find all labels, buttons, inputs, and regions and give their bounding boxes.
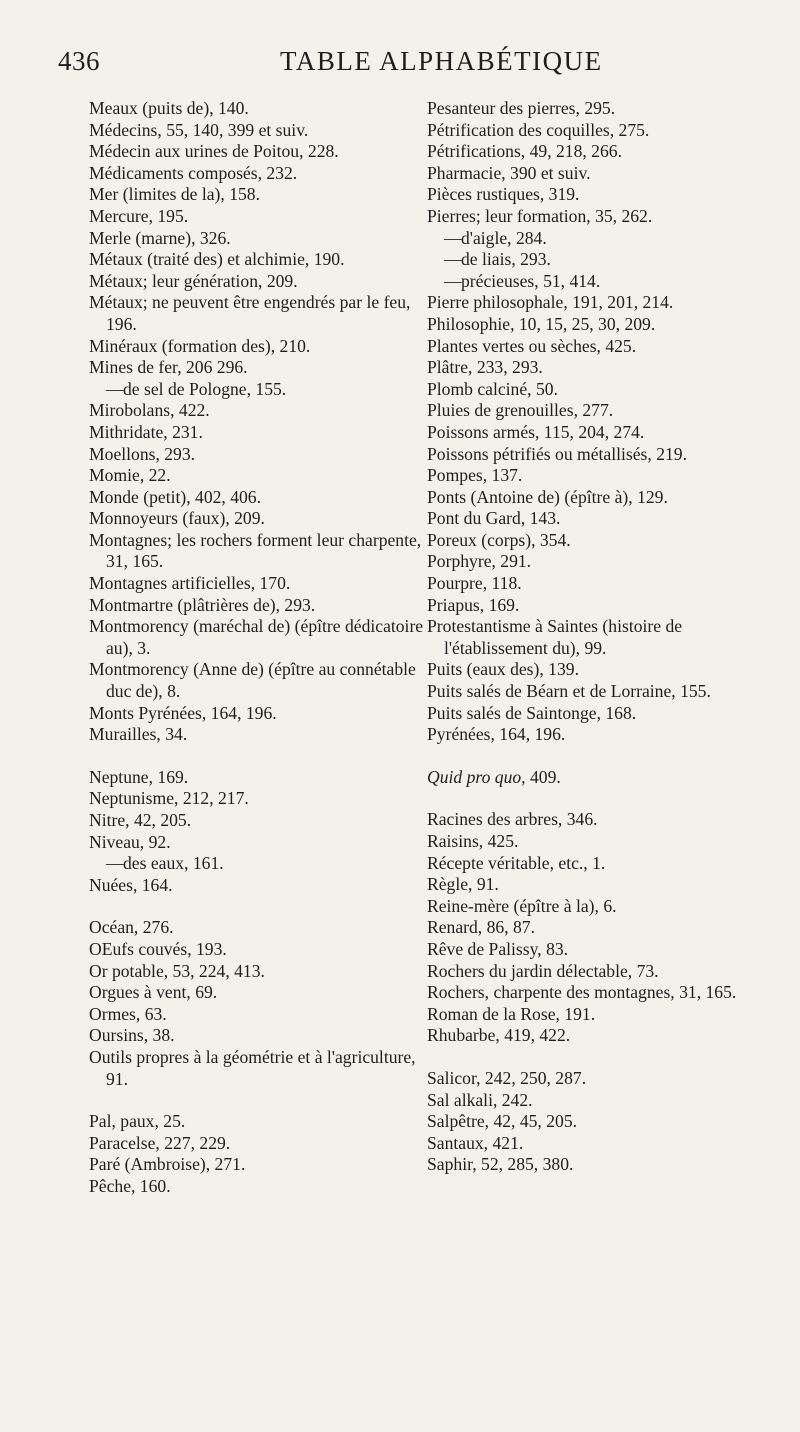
index-entry-text: Rhubarbe, 419, 422. — [427, 1025, 571, 1046]
index-entry — [427, 98, 765, 120]
index-entry — [427, 379, 765, 401]
index-entry-text: Puits salés de Saintonge, 168. — [427, 702, 637, 723]
index-section — [89, 1111, 427, 1197]
index-section — [427, 809, 765, 1047]
index-entry-text: Montagnes; les rochers forment leur charpente, 31, 165. — [89, 529, 422, 572]
index-entry-text: Pétrification des coquilles, 275. — [427, 119, 650, 140]
index-entry — [427, 336, 765, 358]
index-entry — [89, 1133, 427, 1155]
index-entry-text: Puits (eaux des), 139. — [427, 659, 579, 680]
index-entry — [427, 917, 765, 939]
index-entry-text: Rochers, charpente des montagnes, 31, 165. — [427, 982, 737, 1003]
index-entry — [89, 1111, 427, 1133]
index-entry-text: Murailles, 34. — [89, 724, 188, 745]
index-entry-text: de liais, 293. — [461, 249, 551, 270]
index-entry-text: Ponts (Antoine de) (épître à), 129. — [427, 486, 668, 507]
index-entry — [89, 141, 427, 163]
index-entry — [89, 659, 427, 702]
index-entry-text: Priapus, 169. — [427, 594, 520, 615]
index-entry-text: Monnoyeurs (faux), 209. — [89, 508, 265, 529]
index-entry — [89, 336, 427, 358]
index-entry-text: Merle (marne), 326. — [89, 227, 231, 248]
index-entry — [89, 875, 427, 897]
index-section — [427, 767, 765, 789]
index-entry — [427, 228, 765, 250]
index-entry — [89, 767, 427, 789]
index-entry — [89, 573, 427, 595]
index-entry — [89, 422, 427, 444]
index-entry — [427, 659, 765, 681]
index-entry-text: d'aigle, 284. — [461, 227, 547, 248]
index-entry — [89, 379, 427, 401]
index-entry-text: Monde (petit), 402, 406. — [89, 486, 262, 507]
index-entry — [427, 1025, 765, 1047]
index-entry-text: Moellons, 293. — [89, 443, 196, 464]
index-entry-text: Reine-mère (épître à la), 6. — [427, 895, 617, 916]
index-entry — [427, 681, 765, 703]
index-entry-text: Pierres; leur formation, 35, 262. — [427, 205, 653, 226]
index-entry — [89, 465, 427, 487]
index-entry — [89, 98, 427, 120]
index-entry — [89, 1025, 427, 1047]
index-entry-text: Mithridate, 231. — [89, 421, 203, 442]
index-entry — [427, 530, 765, 552]
index-entry-text: Philosophie, 10, 15, 25, 30, 209. — [427, 313, 656, 334]
index-entry-text: Médecin aux urines de Poitou, 228. — [89, 141, 339, 162]
index-entry-text: Plantes vertes ou sèches, 425. — [427, 335, 637, 356]
index-entry-text: Racines des arbres, 346. — [427, 809, 598, 830]
index-entry — [427, 874, 765, 896]
index-entry — [427, 1004, 765, 1026]
index-entry — [427, 422, 765, 444]
index-entry — [89, 228, 427, 250]
index-entry — [89, 444, 427, 466]
index-entry — [427, 508, 765, 530]
index-entry-text: Neptune, 169. — [89, 766, 189, 787]
index-entry-text: Montmartre (plâtrières de), 293. — [89, 594, 316, 615]
index-entry — [89, 810, 427, 832]
index-entry — [89, 703, 427, 725]
index-entry-text: Montmorency (maréchal de) (épître dédicatoire au), 3. — [89, 616, 424, 658]
index-entry-text: Salpêtre, 42, 45, 205. — [427, 1111, 578, 1132]
index-entry-text: précieuses, 51, 414. — [461, 270, 601, 291]
index-entry-text: Règle, 91. — [427, 874, 499, 895]
index-entry — [89, 616, 427, 659]
index-entry — [427, 465, 765, 487]
index-entry-text: OEufs couvés, 193. — [89, 938, 227, 959]
index-entry-text: Protestantisme à Saintes (histoire de l'établissement du), 99. — [427, 616, 683, 658]
index-entry-text: Métaux; leur génération, 209. — [89, 270, 298, 291]
index-entry-text: des eaux, 161. — [123, 853, 224, 874]
index-entry-text: Pal, paux, 25. — [89, 1111, 186, 1132]
index-entry-text: Mirobolans, 422. — [89, 400, 210, 421]
index-entry — [89, 1154, 427, 1176]
index-entry — [89, 357, 427, 379]
index-entry — [89, 163, 427, 185]
index-entry — [89, 961, 427, 983]
index-entry — [427, 616, 765, 659]
index-entry — [427, 206, 765, 228]
index-entry-text: Montmorency (Anne de) (épître au connétable duc de), 8. — [89, 659, 416, 702]
index-entry-text: Mines de fer, 206 296. — [89, 357, 248, 378]
index-entry-text: Meaux (puits de), 140. — [89, 98, 249, 118]
index-entry-text: Pourpre, 118. — [427, 573, 522, 594]
index-entry — [89, 292, 427, 335]
index-entry — [427, 831, 765, 853]
index-entry-text: Pont du Gard, 143. — [427, 508, 561, 529]
index-entry — [427, 982, 765, 1004]
index-entry — [427, 551, 765, 573]
index-entry — [427, 120, 765, 142]
index-entry-text: Momie, 22. — [89, 465, 171, 486]
index-entry-text: Poissons armés, 115, 204, 274. — [427, 421, 645, 442]
index-entry — [427, 939, 765, 961]
index-entry — [89, 982, 427, 1004]
index-entry-text: Océan, 276. — [89, 917, 174, 938]
index-entry — [89, 184, 427, 206]
index-entry-text: Plomb calciné, 50. — [427, 378, 558, 399]
index-section — [89, 917, 427, 1090]
index-entry-text: Pierre philosophale, 191, 201, 214. — [427, 292, 674, 313]
index-entry — [89, 788, 427, 810]
index-entry — [427, 487, 765, 509]
ditto-dash: — — [444, 249, 462, 270]
index-entry-text: Poissons pétrifiés ou métallisés, 219. — [427, 443, 687, 464]
index-entry-italic: Quid pro quo — [427, 766, 522, 787]
index-entry — [427, 444, 765, 466]
ditto-dash: — — [444, 270, 462, 291]
index-entry-text: Mer (limites de la), 158. — [89, 184, 261, 205]
ditto-dash: — — [444, 227, 462, 248]
index-entry — [427, 1111, 765, 1133]
ditto-dash: — — [106, 378, 124, 399]
index-entry-text: Paré (Ambroise), 271. — [89, 1154, 246, 1175]
index-entry — [427, 573, 765, 595]
index-entry — [427, 1068, 765, 1090]
index-entry — [427, 163, 765, 185]
index-section — [427, 1068, 765, 1176]
index-entry-text: Rochers du jardin délectable, 73. — [427, 960, 659, 981]
index-entry-text: Outils propres à la géométrie et à l'agriculture, 91. — [89, 1046, 416, 1089]
index-entry-text: Saphir, 52, 285, 380. — [427, 1154, 574, 1175]
index-entry-text: Métaux (traité des) et alchimie, 190. — [89, 249, 345, 270]
index-entry-text: Rêve de Palissy, 83. — [427, 938, 569, 959]
index-entry-text: Poreux (corps), 354. — [427, 529, 571, 550]
index-entry — [89, 939, 427, 961]
index-entry-text: Porphyre, 291. — [427, 551, 532, 572]
index-entry — [89, 487, 427, 509]
index-entry-text: Paracelse, 227, 229. — [89, 1132, 231, 1153]
index-entry — [427, 767, 765, 789]
index-entry — [427, 292, 765, 314]
index-entry — [89, 853, 427, 875]
index-entry — [89, 206, 427, 228]
index-entry — [89, 271, 427, 293]
index-entry-text: Renard, 86, 87. — [427, 917, 535, 938]
index-entry — [89, 595, 427, 617]
index-entry — [427, 314, 765, 336]
index-entry-text: Santaux, 421. — [427, 1132, 524, 1153]
index-entry — [427, 724, 765, 746]
index-entry-text: Minéraux (formation des), 210. — [89, 335, 311, 356]
running-title: TABLE ALPHABÉTIQUE — [280, 46, 603, 76]
index-entry-text: Puits salés de Béarn et de Lorraine, 155. — [427, 681, 711, 702]
index-entry — [427, 249, 765, 271]
index-entry-text: Monts Pyrénées, 164, 196. — [89, 702, 277, 723]
index-entry-text: Pluies de grenouilles, 277. — [427, 400, 614, 421]
index-entry — [427, 809, 765, 831]
index-entry — [89, 724, 427, 746]
index-entry-text: Pêche, 160. — [89, 1175, 171, 1196]
index-entry-text: Médicaments composés, 232. — [89, 162, 298, 183]
index-entry — [427, 141, 765, 163]
index-entry-text: Nuées, 164. — [89, 874, 173, 895]
index-section — [89, 98, 427, 746]
index-entry-text: Niveau, 92. — [89, 831, 171, 852]
index-entry-text: Récepte véritable, etc., 1. — [427, 852, 606, 873]
index-column-right — [427, 98, 765, 1176]
index-entry — [427, 1090, 765, 1112]
index-entry-text: Montagnes artificielles, 170. — [89, 573, 291, 594]
index-entry-text: Plâtre, 233, 293. — [427, 357, 543, 378]
index-entry — [89, 1176, 427, 1198]
index-entry — [89, 917, 427, 939]
index-entry-text: Ormes, 63. — [89, 1003, 167, 1024]
index-entry — [89, 400, 427, 422]
index-section — [427, 98, 765, 746]
index-entry — [89, 1004, 427, 1026]
index-entry — [427, 961, 765, 983]
index-entry — [427, 1154, 765, 1176]
index-entry — [427, 595, 765, 617]
index-entry — [427, 357, 765, 379]
index-entry-text: Pesanteur des pierres, 295. — [427, 98, 616, 118]
index-entry-text: Pharmacie, 390 et suiv. — [427, 162, 591, 183]
index-entry-text: Or potable, 53, 224, 413. — [89, 960, 265, 981]
index-entry-text: Sal alkali, 242. — [427, 1089, 533, 1110]
index-entry — [427, 853, 765, 875]
index-entry — [427, 1133, 765, 1155]
index-entry-text: Pyrénées, 164, 196. — [427, 724, 566, 745]
page-number: 436 — [58, 46, 100, 76]
index-entry-text: Orgues à vent, 69. — [89, 982, 218, 1003]
index-entry-text: Pièces rustiques, 319. — [427, 184, 580, 205]
index-entry-text: Neptunisme, 212, 217. — [89, 788, 249, 809]
index-section — [89, 767, 427, 897]
index-entry-text: Mercure, 195. — [89, 205, 189, 226]
index-entry-text: Raisins, 425. — [427, 831, 519, 851]
index-entry — [89, 249, 427, 271]
ditto-dash: — — [106, 853, 124, 874]
index-entry-text: , 409. — [521, 766, 561, 787]
index-entry — [89, 1047, 427, 1090]
index-entry — [427, 896, 765, 918]
index-entry-text: de sel de Pologne, 155. — [123, 378, 287, 399]
index-entry — [89, 120, 427, 142]
index-entry-text: Pompes, 137. — [427, 465, 523, 486]
running-head — [58, 46, 738, 82]
index-entry — [427, 400, 765, 422]
index-entry-text: Métaux; ne peuvent être engendrés par le feu, 196. — [89, 292, 411, 334]
index-entry — [427, 271, 765, 293]
index-entry-text: Médecins, 55, 140, 399 et suiv. — [89, 119, 309, 140]
index-entry — [89, 832, 427, 854]
index-entry-text: Pétrifications, 49, 218, 266. — [427, 141, 622, 162]
index-entry — [89, 508, 427, 530]
index-entry-text: Nitre, 42, 205. — [89, 810, 192, 830]
index-entry — [427, 703, 765, 725]
index-entry-text: Oursins, 38. — [89, 1025, 175, 1046]
index-entry — [427, 184, 765, 206]
index-entry — [89, 530, 427, 573]
index-entry-text: Salicor, 242, 250, 287. — [427, 1067, 587, 1088]
index-entry-text: Roman de la Rose, 191. — [427, 1003, 596, 1024]
index-column-left — [89, 98, 427, 1198]
